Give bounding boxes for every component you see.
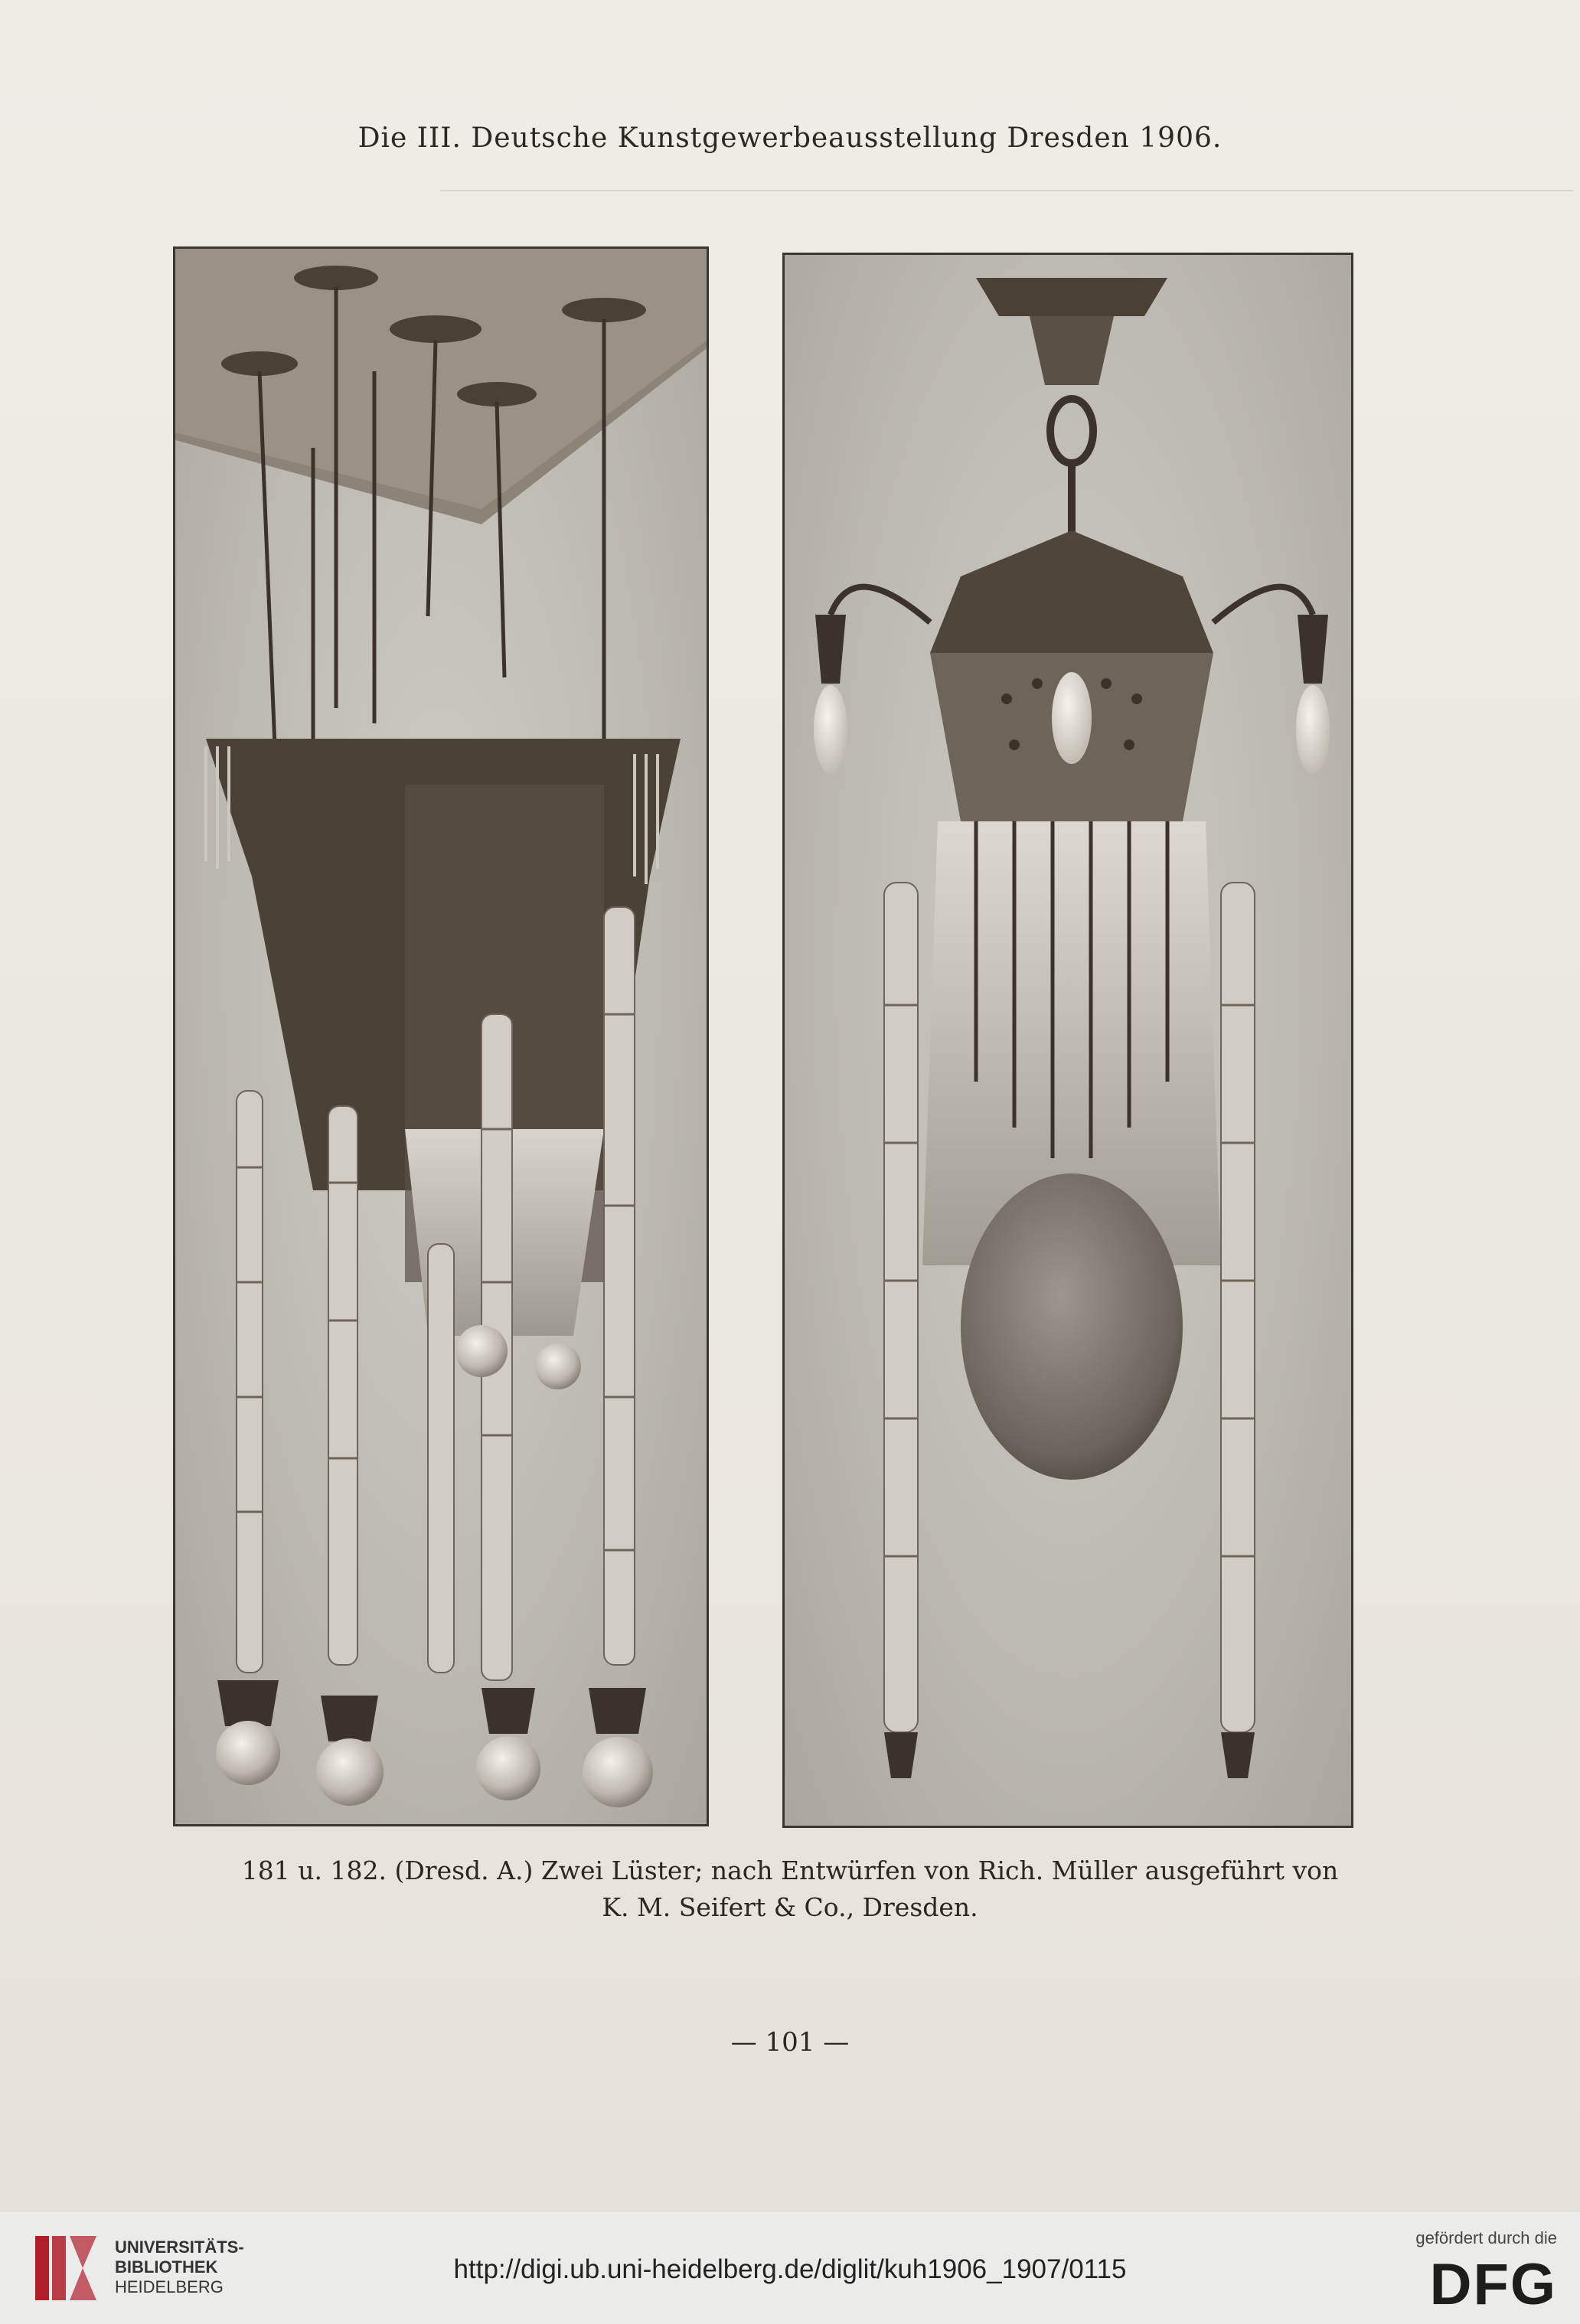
figure-caption-line-1: 181 u. 182. (Dresd. A.) Zwei Lüster; nach Entwürfen von Rich. Müller ausgeführt von bbox=[241, 1856, 1339, 1885]
canopy bbox=[976, 278, 1167, 316]
running-title: Die III. Deutsche Kunstgewerbeausstellung Dresden 1906. bbox=[357, 122, 1223, 154]
chandelier-right-illustration bbox=[785, 255, 1351, 1826]
digitization-footer bbox=[0, 2211, 1580, 2324]
header-rule bbox=[440, 190, 1573, 191]
bead-column bbox=[328, 1106, 357, 1665]
canopy bbox=[390, 315, 482, 343]
bead-column bbox=[428, 1244, 454, 1673]
permalink-url[interactable]: http://digi.ub.uni-heidelberg.de/diglit/kuh1906_1907/0115 bbox=[453, 2254, 1127, 2284]
suspension-ring bbox=[1050, 399, 1093, 463]
funded-by-label: gefördert durch die bbox=[1415, 2228, 1557, 2247]
figure-182-photo bbox=[782, 253, 1353, 1828]
side-bulb-left bbox=[814, 685, 847, 774]
canopy bbox=[294, 266, 378, 290]
hood bbox=[930, 530, 1213, 653]
figure-181-photo bbox=[173, 246, 709, 1826]
page-number: — 101 — bbox=[730, 2027, 850, 2058]
bead-column bbox=[884, 883, 918, 1732]
chandelier-left-illustration bbox=[175, 249, 707, 1824]
figure-caption-line-2: K. M. Seifert & Co., Dresden. bbox=[602, 1892, 978, 1922]
bead-column bbox=[237, 1091, 263, 1673]
canopy bbox=[562, 298, 646, 322]
dfg-logo: DFG bbox=[1429, 2252, 1557, 2317]
finial bbox=[884, 1732, 918, 1778]
library-name: UNIVERSITÄTS- BIBLIOTHEK HEIDELBERG bbox=[115, 2238, 244, 2296]
side-bulb-right bbox=[1296, 685, 1330, 774]
center-bulb bbox=[1052, 672, 1092, 764]
finial bbox=[1221, 1732, 1255, 1778]
bead-column bbox=[1221, 883, 1255, 1732]
glass-shade bbox=[961, 1173, 1183, 1480]
